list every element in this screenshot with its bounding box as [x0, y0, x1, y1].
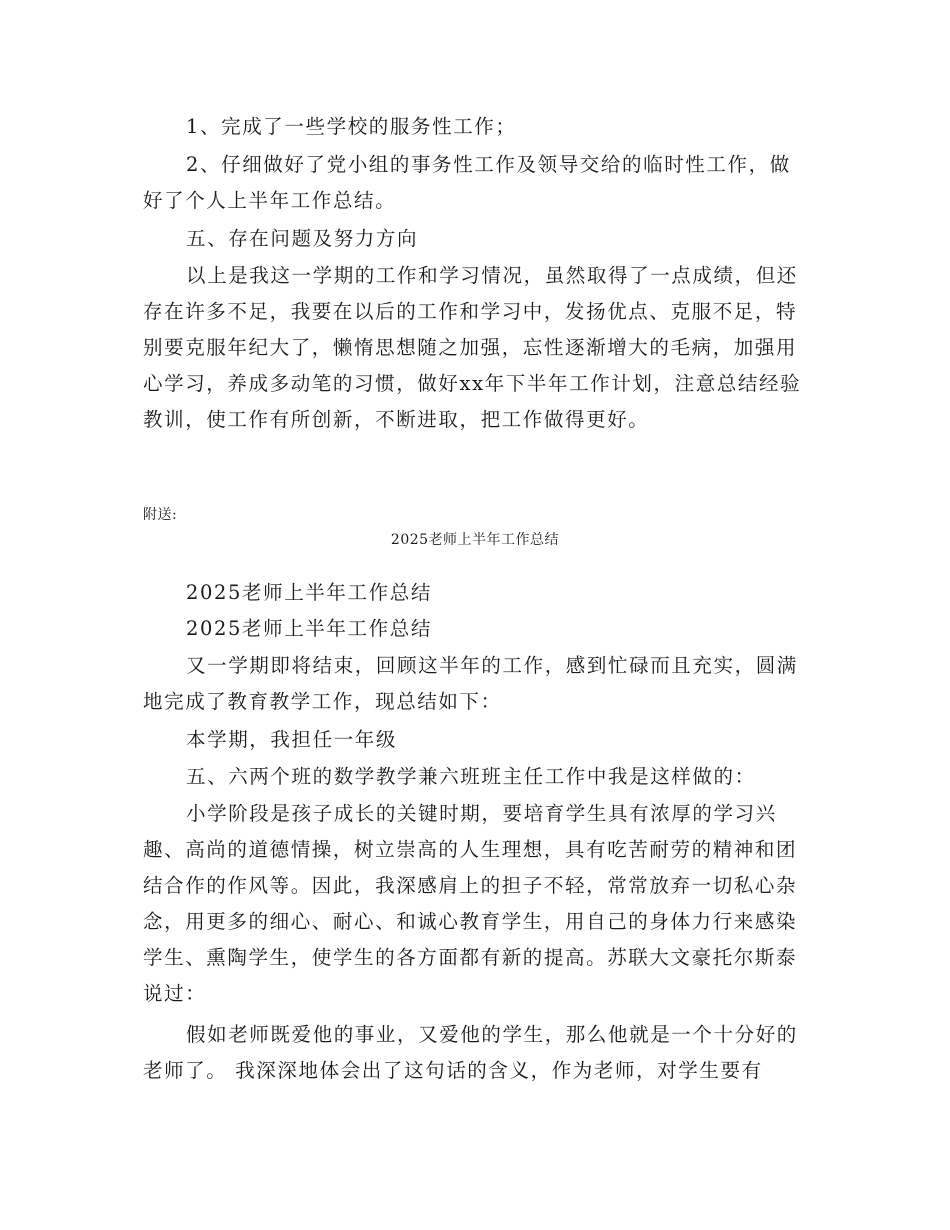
paragraph-summary-reflection: 以上是我这一学期的工作和学习情况，虽然取得了一点成绩，但还存在许多不足，我要在以后的工作和学习中，发扬优点、克服不足，特别要克服年纪大了，懒惰思想随之加强，忘性逐渐增大的毛病，加强用心学习，养成多动笔的习惯，做好xx年下半年工作计划，注意总结经验教训，使工作有所创新，不断进取，把工作做得更好。: [143, 264, 802, 431]
paragraph-completed-service-work: 1、完成了一些学校的服务性工作；: [186, 115, 517, 138]
paragraph-title-repeat-2: 2025老师上半年工作总结: [186, 617, 432, 640]
paragraph-semester-intro: 又一学期即将结束，回顾这半年的工作，感到忙碌而且充实，圆满地完成了教育教学工作，现总结如下：: [143, 654, 798, 713]
appendix-title: 2025老师上半年工作总结: [390, 532, 560, 548]
paragraph-title-repeat-1: 2025老师上半年工作总结: [186, 581, 432, 604]
paragraph-primary-stage: 小学阶段是孩子成长的关键时期，要培育学生具有浓厚的学习兴趣、高尚的道德情操，树立崇高的人生理想，具有吃苦耐劳的精神和团结合作的作风等。因此，我深感肩上的担子不轻，常常放弃一切私心杂念，用更多的细心、耐心、和诚心教育学生，用自己的身体力行来感染学生、熏陶学生，使学生的各方面都有新的提高。苏联大文豪托尔斯泰说过：: [143, 802, 798, 1005]
appendix-label: 附送:: [143, 507, 178, 523]
paragraph-grade-assignment: 本学期，我担任一年级: [186, 728, 398, 751]
paragraph-party-group-work: 2、仔细做好了党小组的事务性工作及领导交给的临时性工作，做好了个人上半年工作总结。: [143, 153, 791, 212]
section-heading-problems: 五、存在问题及努力方向: [186, 227, 419, 250]
paragraph-tolstoy-quote: 假如老师既爱他的事业，又爱他的学生，那么他就是一个十分好的老师了。 我深深地体会出了这句话的含义，作为老师，对学生要有: [143, 1023, 798, 1082]
paragraph-class-duties: 五、六两个班的数学教学兼六班班主任工作中我是这样做的：: [186, 765, 756, 788]
